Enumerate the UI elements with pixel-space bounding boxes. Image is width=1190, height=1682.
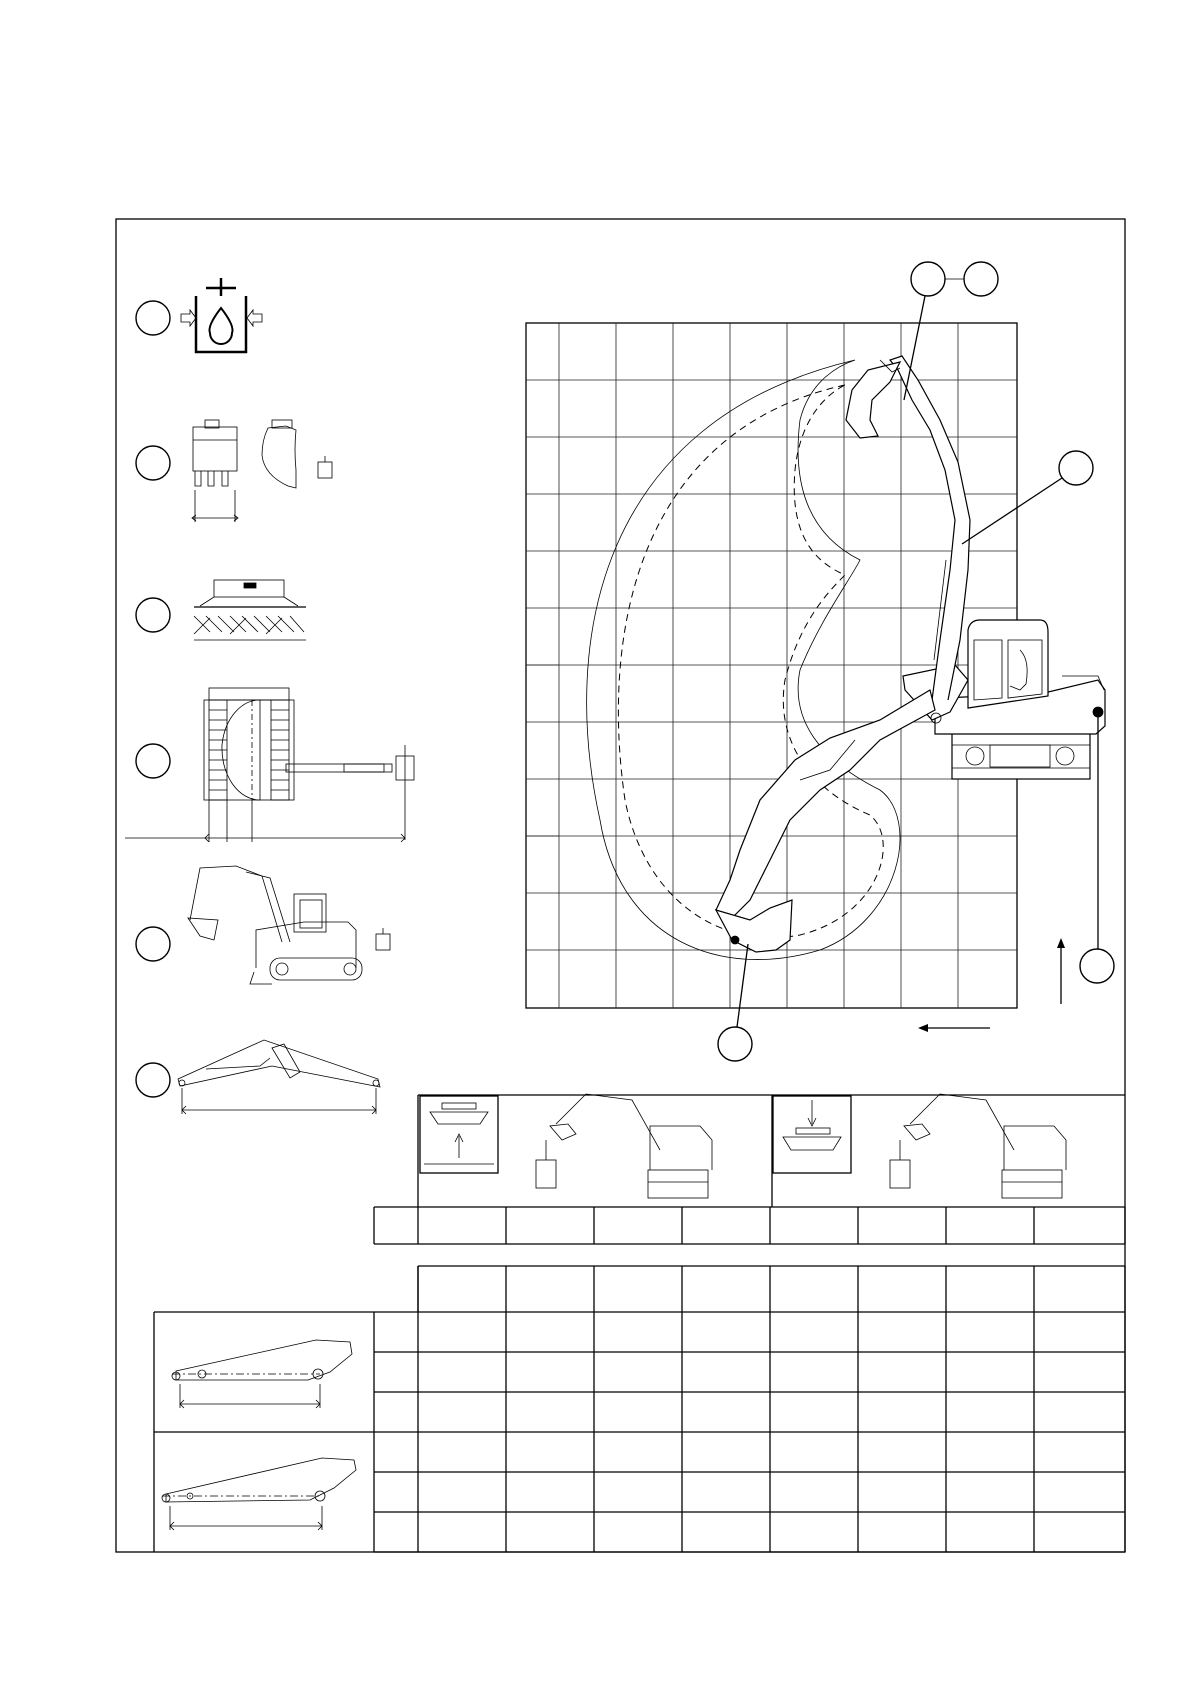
track-top-view-icon bbox=[125, 688, 414, 842]
callout-circle bbox=[718, 1027, 752, 1061]
weight-icon bbox=[536, 1160, 556, 1188]
callout-circle bbox=[136, 744, 170, 778]
callout-circle bbox=[911, 262, 945, 296]
callout-circle bbox=[1080, 949, 1114, 983]
lifting-capacity-table bbox=[154, 1094, 1125, 1552]
boom-diagram-1 bbox=[172, 1340, 352, 1408]
weight-icon bbox=[890, 1160, 910, 1188]
callout-circle bbox=[136, 598, 170, 632]
boom-diagram-2 bbox=[162, 1458, 356, 1530]
lift-downward-icon bbox=[773, 1096, 851, 1173]
callout-circle bbox=[136, 1063, 170, 1097]
callout-circle bbox=[1059, 451, 1093, 485]
excavator-load-icon bbox=[536, 1094, 712, 1198]
callout-circle bbox=[964, 262, 998, 296]
excavator-drawing bbox=[716, 356, 1105, 952]
callout-circle bbox=[136, 301, 170, 335]
bucket-icon bbox=[136, 420, 332, 522]
hydraulic-oil-icon bbox=[136, 278, 262, 352]
lift-upward-icon bbox=[420, 1096, 498, 1173]
arm-dimension-icon bbox=[136, 1040, 380, 1114]
callout-circle bbox=[136, 446, 170, 480]
level-ground-icon bbox=[136, 580, 306, 640]
excavator-load-icon bbox=[890, 1094, 1066, 1198]
excavator-side-icon bbox=[136, 866, 390, 984]
callout-circle bbox=[136, 927, 170, 961]
